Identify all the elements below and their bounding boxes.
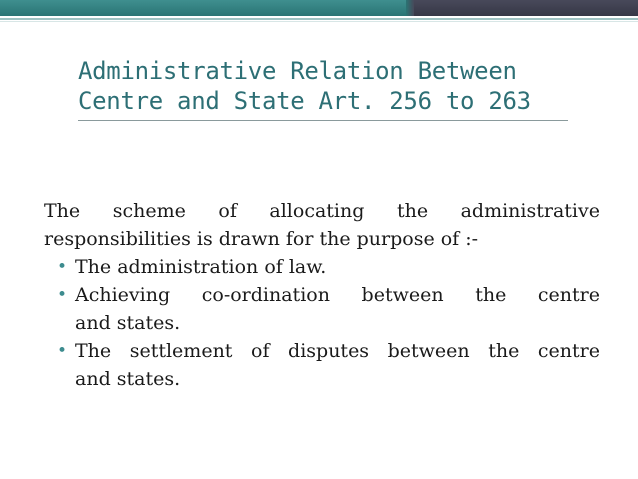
bullet-list	[44, 253, 600, 393]
bullet-2-line-1: Achieving co-ordination between the centre	[75, 284, 600, 306]
slide-title-line-2: Centre and State Art. 256 to 263	[78, 87, 531, 115]
bullet-1-line-1: The administration of law.	[75, 256, 327, 278]
intro-paragraph	[44, 197, 600, 253]
slide-body	[44, 197, 600, 393]
top-band-rule-light	[0, 21, 638, 22]
top-band-notch	[406, 0, 414, 16]
intro-line-1: The scheme of allocating the administrative	[44, 200, 600, 222]
bullet-3-line-2: and states.	[75, 368, 181, 390]
bullet-dot-icon: •	[57, 341, 68, 361]
top-decorative-band	[0, 0, 638, 16]
list-item	[44, 281, 600, 337]
intro-line-2: responsibilities is drawn for the purpose of :-	[44, 228, 479, 250]
bullet-dot-icon: •	[57, 285, 68, 305]
title-underline	[78, 120, 568, 121]
bullet-dot-icon: •	[57, 257, 68, 277]
top-band-dark	[410, 0, 638, 16]
bullet-2-line-2: and states.	[75, 312, 181, 334]
top-band-teal	[0, 0, 410, 16]
slide-title	[78, 56, 598, 116]
list-item	[44, 253, 600, 281]
slide-title-line-1: Administrative Relation Between	[78, 57, 517, 85]
list-item	[44, 337, 600, 393]
top-band-rule	[0, 18, 638, 20]
bullet-3-line-1: The settlement of disputes between the centre	[75, 340, 600, 362]
